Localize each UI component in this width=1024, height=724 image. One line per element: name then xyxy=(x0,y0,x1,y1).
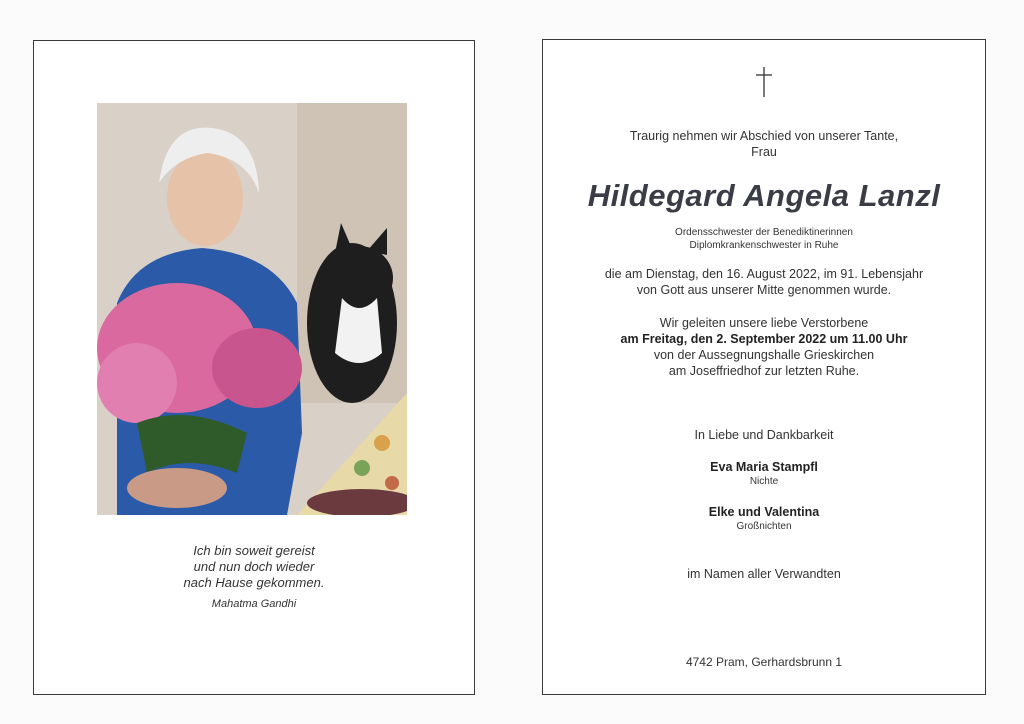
intro-line: Traurig nehmen wir Abschied von unserer Tante, xyxy=(629,129,899,143)
title-line: Ordensschwester der Benediktinerinnen xyxy=(675,227,853,238)
funeral-line: am Joseffriedhof zur letzten Ruhe. xyxy=(668,364,860,378)
relative-name: Elke und Valentina xyxy=(708,505,820,519)
latin-cross-icon xyxy=(543,66,985,98)
funeral-line: Wir geleiten unsere liebe Verstorbene xyxy=(659,316,869,330)
quote-author: Mahatma Gandhi xyxy=(211,598,297,610)
funeral-line: von der Aussegnungshalle Grieskirchen xyxy=(653,348,875,362)
intro-text xyxy=(543,128,985,160)
quote-line: und nun doch wieder xyxy=(193,559,315,574)
portrait-photo xyxy=(97,103,407,515)
deceased-name: Hildegard Angela Lanzl xyxy=(587,178,941,213)
intro-line: Frau xyxy=(751,145,777,159)
funeral-date: am Freitag, den 2. September 2022 um 11.00 Uhr xyxy=(620,332,908,346)
death-line: von Gott aus unserer Mitte genommen wurde. xyxy=(636,283,892,297)
quote xyxy=(34,543,474,591)
relative-role: Großnichten xyxy=(736,521,792,532)
relative-role: Nichte xyxy=(749,476,779,487)
relative-name: Eva Maria Stampfl xyxy=(710,460,818,474)
portrait-photo-illustration xyxy=(97,103,407,515)
quote-line: Ich bin soweit gereist xyxy=(193,543,315,558)
funeral-details xyxy=(543,315,985,379)
thanks-text: In Liebe und Dankbarkeit xyxy=(694,428,834,442)
family-text: im Namen aller Verwandten xyxy=(687,567,841,581)
death-line: die am Dienstag, den 16. August 2022, im 91. Lebensjahr xyxy=(604,267,924,281)
death-notice xyxy=(543,266,985,298)
title-line: Diplomkrankenschwester in Ruhe xyxy=(689,240,839,251)
obituary-card xyxy=(542,39,986,695)
deceased-titles xyxy=(543,226,985,252)
photo-card xyxy=(33,40,475,695)
quote-line: nach Hause gekommen. xyxy=(183,575,325,590)
address: 4742 Pram, Gerhardsbrunn 1 xyxy=(685,655,843,669)
